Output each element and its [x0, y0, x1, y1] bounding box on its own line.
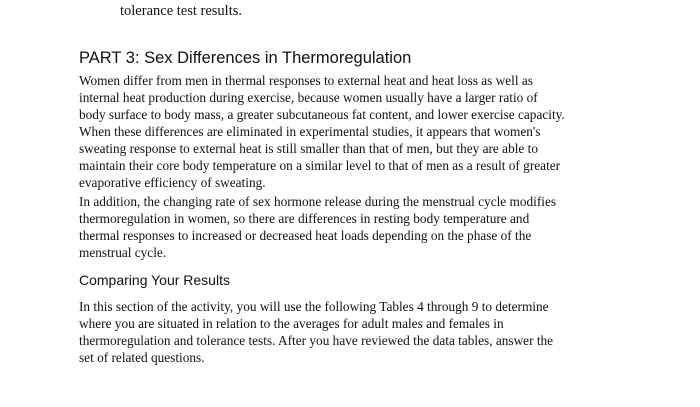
paragraph-line: sweating response to external heat is still smaller than that of men, but they are able to [79, 141, 538, 156]
paragraph-line: evaporative efficiency of sweating. [79, 175, 266, 190]
paragraph-activity-instructions [79, 298, 639, 366]
paragraph-line: maintain their core body temperature on a similar level to that of men as a result of greater [79, 158, 561, 173]
paragraph-line: set of related questions. [79, 350, 205, 365]
paragraph-line: thermoregulation in women, so there are differences in resting body temperature and [79, 211, 530, 226]
paragraph-line: Women differ from men in thermal responses to external heat and heat loss as well as [79, 73, 533, 88]
part-3-heading: PART 3: Sex Differences in Thermoregulation [79, 49, 412, 67]
previous-section-tail: tolerance test results. [120, 3, 242, 19]
paragraph-thermal-responses [79, 72, 639, 191]
paragraph-line: thermoregulation and tolerance tests. After you have reviewed the data tables, answer the [79, 333, 554, 348]
paragraph-line: where you are situated in relation to the averages for adult males and females in [79, 316, 504, 331]
paragraph-line: thermal responses to increased or decreased heat loads depending on the phase of the [79, 228, 532, 243]
paragraph-line: internal heat production during exercise, because women usually have a larger ratio of [79, 90, 538, 105]
comparing-results-heading: Comparing Your Results [79, 272, 230, 288]
paragraph-line: menstrual cycle. [79, 245, 167, 260]
paragraph-line: body surface to body mass, a greater subcutaneous fat content, and lower exercise capacity. [79, 107, 565, 122]
paragraph-line: In this section of the activity, you will use the following Tables 4 through 9 to determine [79, 299, 549, 314]
paragraph-line: When these differences are eliminated in experimental studies, it appears that women's [79, 124, 541, 139]
paragraph-line: In addition, the changing rate of sex hormone release during the menstrual cycle modifies [79, 194, 557, 209]
paragraph-menstrual-cycle [79, 193, 639, 261]
